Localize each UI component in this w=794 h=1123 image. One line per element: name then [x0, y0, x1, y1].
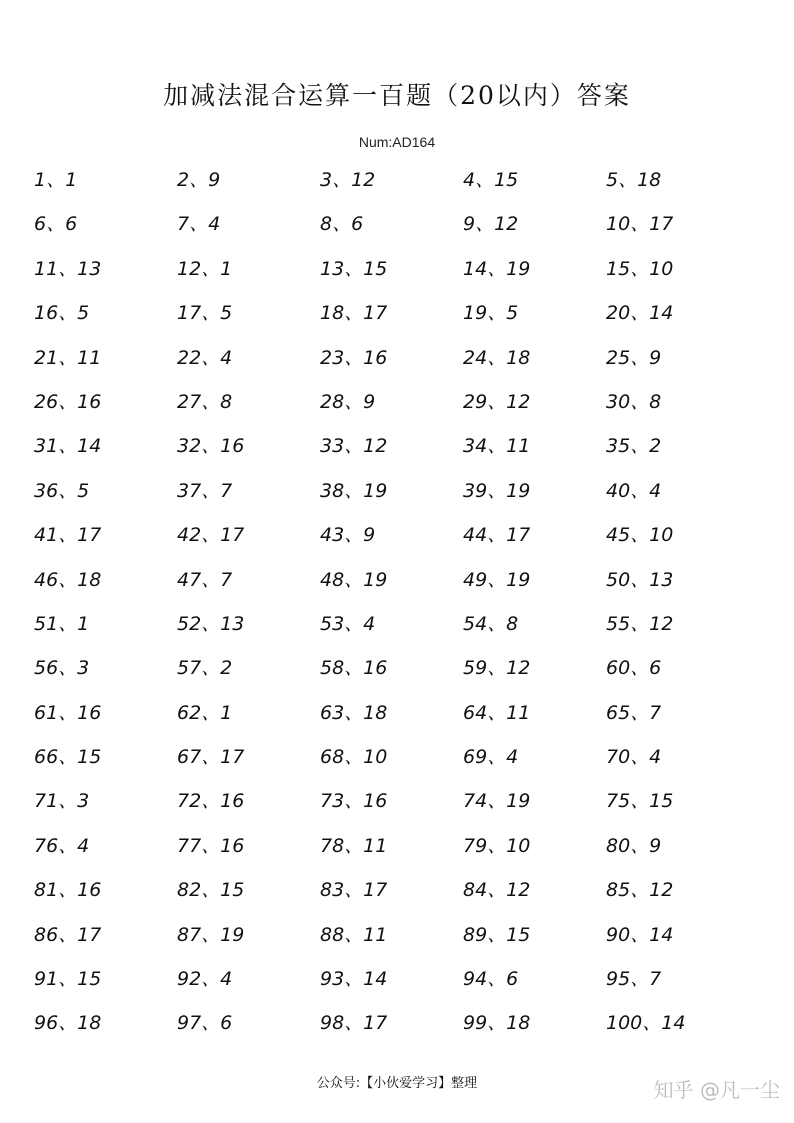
- answer-item: 11、13: [34, 257, 102, 280]
- answer-item: 61、16: [34, 701, 102, 724]
- answer-item: 35、2: [606, 435, 662, 458]
- answer-item: 85、12: [606, 879, 674, 902]
- answer-item: 96、18: [34, 1012, 102, 1035]
- answer-item: 37、7: [177, 479, 233, 502]
- answer-item: 92、4: [177, 968, 233, 991]
- answer-item: 15、10: [606, 257, 674, 280]
- answer-item: 68、10: [320, 746, 388, 769]
- answer-item: 70、4: [606, 746, 662, 769]
- answer-item: 23、16: [320, 346, 388, 369]
- answer-grid: [34, 166, 754, 1054]
- answer-item: 44、17: [463, 524, 531, 547]
- answer-item: 22、4: [177, 346, 233, 369]
- answer-item: 64、11: [463, 701, 531, 724]
- answer-item: 73、16: [320, 790, 388, 813]
- answer-item: 10、17: [606, 213, 674, 236]
- answer-item: 97、6: [177, 1012, 233, 1035]
- answer-item: 83、17: [320, 879, 388, 902]
- answer-item: 84、12: [463, 879, 531, 902]
- answer-item: 50、13: [606, 568, 674, 591]
- answer-item: 77、16: [177, 834, 245, 857]
- answer-item: 20、14: [606, 302, 674, 325]
- answer-item: 31、14: [34, 435, 102, 458]
- answer-item: 78、11: [320, 834, 388, 857]
- answer-item: 89、15: [463, 923, 531, 946]
- answer-item: 42、17: [177, 524, 245, 547]
- answer-item: 45、10: [606, 524, 674, 547]
- answer-item: 21、11: [34, 346, 102, 369]
- answer-item: 88、11: [320, 923, 388, 946]
- answer-item: 57、2: [177, 657, 233, 680]
- answer-item: 8、6: [320, 213, 364, 236]
- answer-item: 34、11: [463, 435, 531, 458]
- document-code: Num:AD164: [358, 134, 436, 150]
- footer-credit: 公众号:【小伙爱学习】整理: [316, 1076, 478, 1091]
- answer-item: 55、12: [606, 612, 674, 635]
- answer-item: 29、12: [463, 390, 531, 413]
- answer-item: 48、19: [320, 568, 388, 591]
- answer-item: 27、8: [177, 390, 233, 413]
- answer-item: 46、18: [34, 568, 102, 591]
- answer-item: 16、5: [34, 302, 90, 325]
- answer-item: 9、12: [463, 213, 519, 236]
- answer-item: 86、17: [34, 923, 102, 946]
- answer-item: 2、9: [177, 169, 221, 191]
- answer-item: 66、15: [34, 746, 102, 769]
- answer-item: 28、9: [320, 390, 376, 413]
- answer-item: 75、15: [606, 790, 674, 813]
- answer-item: 59、12: [463, 657, 531, 680]
- answer-item: 58、16: [320, 657, 388, 680]
- answer-item: 72、16: [177, 790, 245, 813]
- answer-item: 62、1: [177, 701, 233, 724]
- answer-item: 49、19: [463, 568, 531, 591]
- answer-item: 100、14: [606, 1012, 686, 1035]
- answer-item: 41、17: [34, 524, 102, 547]
- answer-item: 36、5: [34, 479, 90, 502]
- answer-item: 53、4: [320, 612, 376, 635]
- answer-item: 91、15: [34, 968, 102, 991]
- answer-item: 56、3: [34, 657, 90, 680]
- answer-item: 65、7: [606, 701, 662, 724]
- watermark: 知乎 @凡一尘: [653, 1078, 780, 1102]
- answer-item: 1、1: [34, 169, 78, 191]
- answer-item: 74、19: [463, 790, 531, 813]
- answer-item: 13、15: [320, 257, 388, 280]
- answer-item: 7、4: [177, 213, 221, 236]
- answer-item: 12、1: [177, 257, 233, 280]
- answer-item: 87、19: [177, 923, 245, 946]
- answer-item: 5、18: [606, 169, 662, 191]
- answer-item: 99、18: [463, 1012, 531, 1035]
- answer-item: 71、3: [34, 790, 90, 813]
- answer-item: 25、9: [606, 346, 662, 369]
- answer-item: 94、6: [463, 968, 519, 991]
- answer-item: 33、12: [320, 435, 388, 458]
- answer-item: 63、18: [320, 701, 388, 724]
- answer-item: 43、9: [320, 524, 376, 547]
- answer-item: 14、19: [463, 257, 531, 280]
- answer-item: 67、17: [177, 746, 245, 769]
- answer-item: 95、7: [606, 968, 662, 991]
- answer-item: 90、14: [606, 923, 674, 946]
- answer-item: 82、15: [177, 879, 245, 902]
- answer-item: 51、1: [34, 612, 90, 635]
- answer-item: 30、8: [606, 390, 662, 413]
- answer-item: 17、5: [177, 302, 233, 325]
- answer-item: 26、16: [34, 390, 102, 413]
- answer-item: 76、4: [34, 834, 90, 857]
- answer-item: 18、17: [320, 302, 388, 325]
- answer-item: 38、19: [320, 479, 388, 502]
- answer-item: 54、8: [463, 612, 519, 635]
- answer-item: 79、10: [463, 834, 531, 857]
- answer-item: 32、16: [177, 435, 245, 458]
- answer-item: 4、15: [463, 169, 519, 191]
- answer-item: 98、17: [320, 1012, 388, 1035]
- answer-item: 39、19: [463, 479, 531, 502]
- answer-item: 47、7: [177, 568, 233, 591]
- answer-item: 80、9: [606, 834, 662, 857]
- answer-item: 3、12: [320, 169, 376, 191]
- answer-item: 24、18: [463, 346, 531, 369]
- answer-item: 40、4: [606, 479, 662, 502]
- answer-item: 81、16: [34, 879, 102, 902]
- answer-item: 60、6: [606, 657, 662, 680]
- answer-item: 93、14: [320, 968, 388, 991]
- document-title: 加减法混合运算一百题（20以内）答案: [163, 81, 631, 110]
- answer-item: 6、6: [34, 213, 78, 236]
- answer-item: 69、4: [463, 746, 519, 769]
- answer-item: 19、5: [463, 302, 519, 325]
- answer-item: 52、13: [177, 612, 245, 635]
